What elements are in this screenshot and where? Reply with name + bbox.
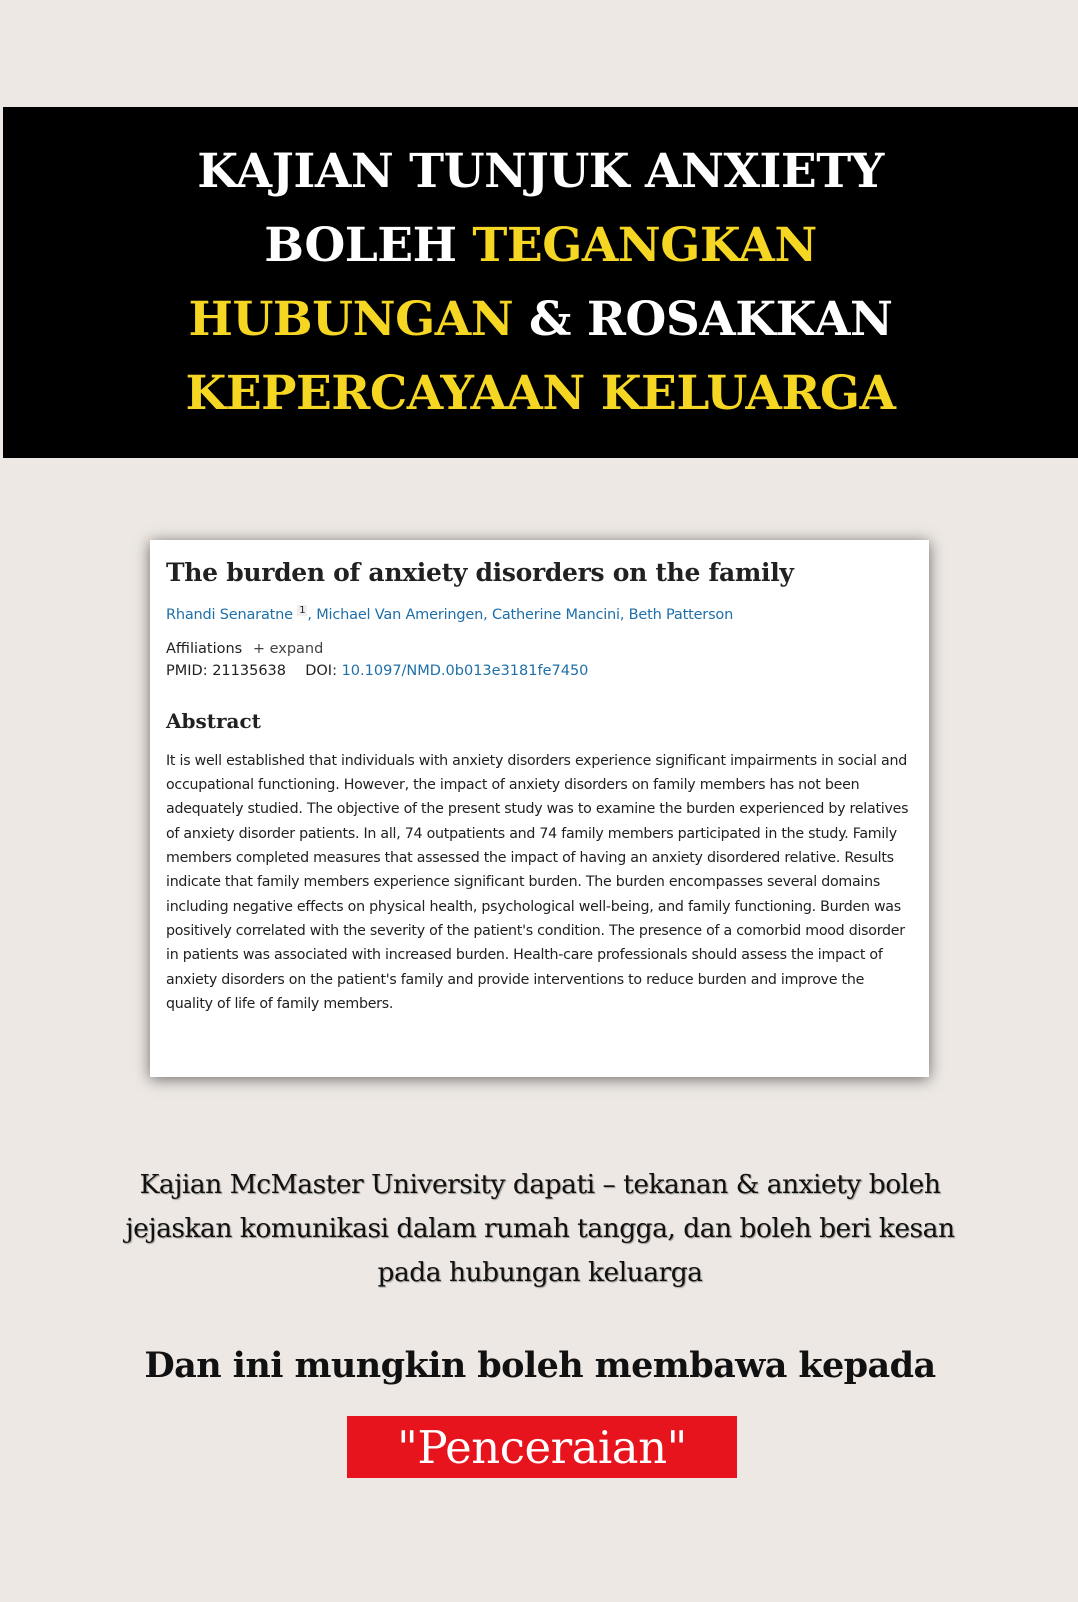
headline-line-2-highlight: TEGANGKAN: [472, 217, 817, 273]
highlight-box: [347, 1416, 737, 1478]
pmid-label: PMID: 21135638: [166, 662, 286, 679]
headline-line-1: [197, 135, 884, 209]
paper-authors: [166, 605, 913, 623]
paper-title: The burden of anxiety disorders on the family: [166, 558, 794, 587]
headline-line-1-text: KAJIAN TUNJUK ANXIETY: [197, 143, 884, 199]
doi-label: DOI:: [305, 662, 342, 679]
headline-line-2-plain: BOLEH: [264, 217, 473, 273]
conclusion-text: Dan ini mungkin boleh membawa kepada: [144, 1345, 936, 1386]
affiliations-label: Affiliations: [166, 640, 243, 657]
headline-line-4: [185, 357, 895, 431]
paper-screenshot-card: [150, 540, 929, 1077]
abstract-heading: Abstract: [166, 708, 261, 733]
affiliations-row: [166, 641, 913, 657]
abstract-text: It is well established that individuals with anxiety disorders experience significant impairments in social and occupational functioning. However, the impact of anxiety disorders on family members has not been adequately studied. The objective of the present study was to examine the burden experienced by relatives of anxiety disorder patients. In all, 74 outpatients and 74 family members participated in the study. Family members completed measures that assessed the impact of having an anxiety disordered relative. Results indicate that family members experience significant burden. The burden encompasses several domains including negative effects on physical health, psychological well-being, and family functioning. Burden was positively correlated with the severity of the patient's condition. The presence of a comorbid mood disorder in patients was associated with increased burden. Health-care professionals should assess the impact of anxiety disorders on the patient's family and provide interventions to reduce burden and improve the quality of life of family members.: [166, 752, 909, 1012]
author-links-rest[interactable]: , Michael Van Ameringen, Catherine Mancini, Beth Patterson: [307, 606, 734, 623]
headline-line-3: [189, 283, 893, 357]
affiliations-expand-button[interactable]: + expand: [252, 640, 324, 657]
headline-banner: [3, 107, 1078, 458]
author-link-first[interactable]: Rhandi Senaratne: [166, 606, 293, 623]
author-affiliation-marker[interactable]: 1: [299, 605, 306, 616]
headline-line-3-highlight: HUBUNGAN: [188, 291, 514, 347]
identifiers-row: [166, 663, 913, 679]
highlight-word: "Penceraian": [397, 1420, 687, 1474]
headline-line-2: [264, 209, 817, 283]
doi-link[interactable]: 10.1097/NMD.0b013e3181fe7450: [341, 662, 589, 679]
headline-line-3-plain: & ROSAKKAN: [513, 291, 893, 347]
headline-line-4-highlight: KEPERCAYAAN KELUARGA: [185, 365, 896, 421]
caption-text: Kajian McMaster University dapati – tekanan & anxiety boleh jejaskan komunikasi dalam rumah tangga, dan boleh beri kesan pada hubungan keluarga: [125, 1169, 955, 1288]
